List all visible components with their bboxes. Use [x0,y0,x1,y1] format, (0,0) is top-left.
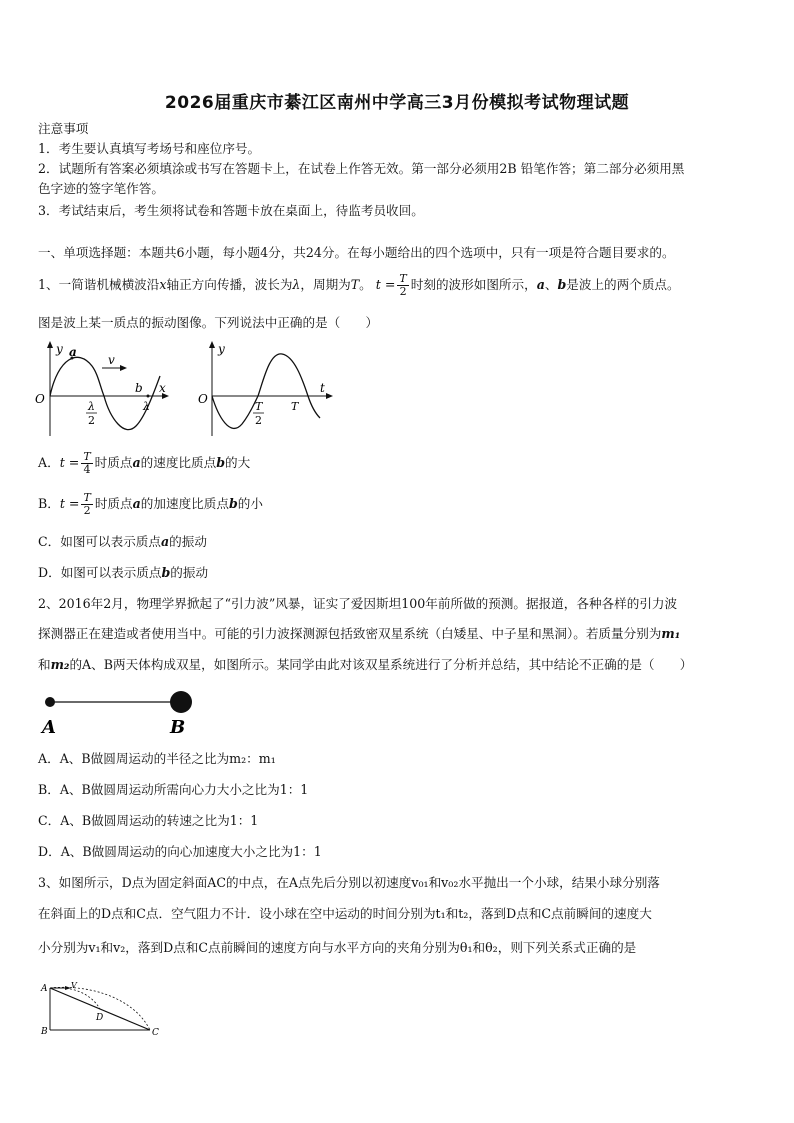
notice-item-1: 1．考生要认真填写考场号和座位序号。 [38,141,261,156]
option-var: a [132,455,141,470]
q1-var-b: b [557,277,567,292]
q1-stem-text: 是波上的两个质点。 [566,277,680,292]
option-text: 的速度比质点 [140,455,217,470]
notice-item-2: 2．试题所有答案必须填涂或书写在答题卡上，在试卷上作答无效。第一部分必须用2B 铅笔作答；第二部分必须用黑 [38,161,685,176]
option-text: 的振动 [169,534,207,549]
q1-option-d [38,564,208,582]
q2-option-a: A．A、B做圆周运动的半径之比为m₂：m₁ [38,751,276,766]
option-text: D．如图可以表示质点 [38,565,162,580]
q1-stem-text: ，周期为 [300,277,351,292]
option-t-equals: t = [59,455,80,470]
star-b [170,691,192,713]
notice-item-2-cont: 色字迹的签字笔作答。 [38,181,164,196]
label-b: B [170,717,186,738]
label-T: T [291,400,299,413]
option-prefix: B． [38,496,60,511]
option-prefix: A． [38,455,60,470]
label-x: x [159,381,166,395]
q1-option-c [38,533,207,551]
label-t: t [320,381,325,395]
option-var: b [216,455,225,470]
q1-stem-text: 、 [544,277,558,292]
option-text: 的振动 [170,565,209,580]
q2-option-b: B．A、B做圆周运动所需向心力大小之比为1：1 [38,782,309,797]
q2-stem-text: 探测器正在建造或者使用当中。可能的引力波探测源包括致密双星系统（白矮星、中子星和黑洞）。若质量分别为 [38,626,662,641]
option-text: 的大 [225,455,251,470]
section-heading: 一、单项选择题：本题共6小题，每小题4分，共24分。在每小题给出的四个选项中，只有一项是符合题目要求的。 [38,245,675,260]
q2-stem-text: 和 [38,657,51,672]
fraction-numerator: T [399,272,407,285]
fraction-denominator: 2 [83,504,91,517]
q1-option-a [38,450,250,476]
label-y: y [218,342,225,356]
q2-stem-text: 的A、B两天体构成双星，如图所示。某同学由此对该双星系统进行了分析并总结，其中结论不正确的是（ ） [69,657,693,672]
notice-heading: 注意事项 [38,121,89,136]
option-text: 时质点 [94,455,133,470]
option-text: 的小 [237,496,263,511]
q1-var-lambda: λ [292,277,301,292]
q3-incline-figure [38,980,168,1042]
fraction-numerator: T [83,491,91,504]
label-b: B [41,1027,48,1037]
label-half-lambda-den: 2 [88,414,95,427]
label-half-T-den: 2 [255,414,262,427]
option-var: b [228,496,238,511]
star-a [45,697,55,707]
option-text: C．如图可以表示质点 [38,534,161,549]
label-y: y [56,342,63,356]
y-axis-arrow [47,341,53,348]
label-a: A [41,984,48,994]
option-text: 的加速度比质点 [140,496,229,511]
t-axis-arrow [326,393,333,399]
q2-stem-line1: 2、2016年2月，物理学界掀起了“引力波”风暴，证实了爱因斯坦100年前所做的预测。据报道，各种各样的引力波 [38,596,678,611]
q3-stem-line3: 小分别为v₁和v₂，落到D点和C点前瞬间的速度方向与水平方向的夹角分别为θ₁和θ₂，则下列关系式正确的是 [38,940,637,955]
label-v: v [108,353,115,367]
q3-stem-line1: 3、如图所示，D点为固定斜面AC的中点，在A点先后分别以初速度v₀₁和v₀₂水平抛出一个小球，结果小球分别落 [38,875,660,890]
velocity-arrow-head [120,365,127,371]
q2-stem-line3 [38,656,692,674]
option-text: 时质点 [94,496,133,511]
q1-stem-line2: 图是波上某一质点的振动图像。下列说法中正确的是（ ） [38,315,379,330]
q1-stem-text: 。 [359,277,372,292]
page-title: 2026届重庆市綦江区南州中学高三3月份模拟考试物理试题 [164,93,630,113]
q1-vibration-graph [196,338,336,438]
q2-option-c: C．A、B做圆周运动的转速之比为1：1 [38,813,259,828]
label-lambda: λ [143,400,150,413]
option-fraction [81,492,92,517]
option-t-equals: t = [59,496,80,511]
q2-option-d: D．A、B做圆周运动的向心加速度大小之比为1：1 [38,844,322,859]
label-half-T-num: T [255,400,263,413]
q1-var-a: a [536,277,545,292]
q2-binary-star-figure [36,688,206,738]
q1-var-T: T [350,277,360,292]
y-axis-arrow [209,341,215,348]
label-d: D [96,1013,104,1023]
q1-stem [38,272,680,298]
q1-var-x: x [159,277,167,292]
label-a: A [42,717,56,738]
fraction-numerator: T [83,450,91,463]
q1-t-equals: t = [375,277,396,292]
label-origin: O [198,392,208,406]
q2-var-m1: m₁ [661,626,681,641]
q3-stem-line2: 在斜面上的D点和C点．空气阻力不计．设小球在空中运动的时间分别为t₁和t₂，落到D点和C点前瞬间的速度大 [38,906,652,921]
notice-item-3: 3．考试结束后，考生须将试卷和答题卡放在桌面上，待监考员收回。 [38,203,424,218]
q1-stem-text: 轴正方向传播，波长为 [166,277,293,292]
label-half-lambda-num: λ [88,400,95,413]
q1-stem-text: 时刻的波形如图所示， [410,277,537,292]
label-v: V [71,981,77,990]
vibration-curve [212,354,320,429]
q2-stem-line2 [38,625,680,643]
option-var: b [161,565,171,580]
option-var: a [132,496,141,511]
q1-option-b [38,491,263,517]
q2-var-m2: m₂ [50,657,70,672]
q1-wave-graph [32,338,172,438]
label-c: C [152,1028,159,1038]
point-b [147,395,150,398]
q1-fraction [397,273,408,298]
label-b: b [135,381,143,395]
option-fraction [81,451,92,476]
option-var: a [160,534,170,549]
label-origin: O [35,392,45,406]
q1-stem-text: 1、一简谐机械横波沿 [38,277,160,292]
fraction-denominator: 4 [83,463,91,476]
label-a: a [69,345,77,359]
fraction-denominator: 2 [399,285,407,298]
